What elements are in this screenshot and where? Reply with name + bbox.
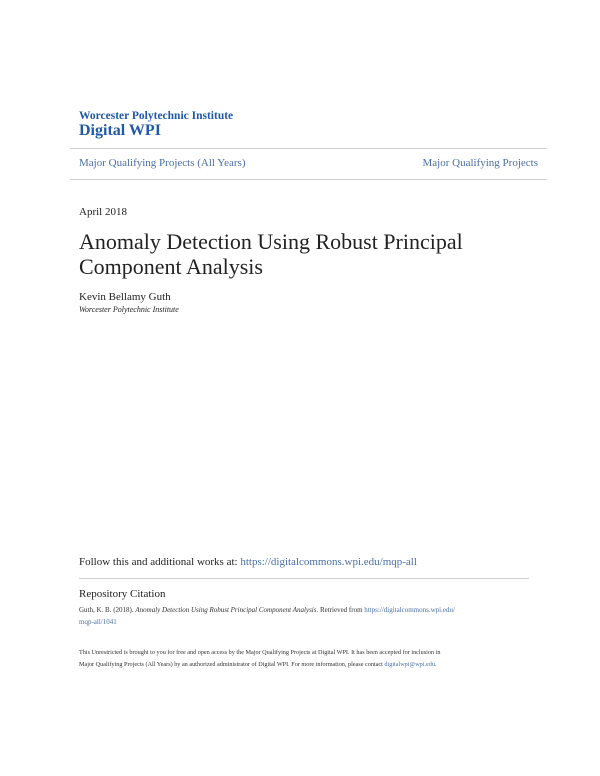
institution-name[interactable]: Worcester Polytechnic Institute: [79, 110, 234, 122]
collection-link-all-years[interactable]: Major Qualifying Projects (All Years): [79, 157, 246, 169]
paper-title: [79, 229, 539, 279]
citation-line-2: [79, 616, 539, 628]
paper-title-line-1: Anomaly Detection Using Robust Principal: [79, 229, 463, 254]
header-divider-top: [70, 148, 547, 149]
citation-url-part-2[interactable]: mqp-all/1041: [79, 618, 117, 626]
header-divider-bottom: [70, 179, 547, 180]
contact-email-link[interactable]: digitalwpi@wpi.edu: [384, 661, 435, 668]
paper-title-line-2: Component Analysis: [79, 254, 263, 279]
notice-line-2-end: .: [434, 661, 437, 668]
citation-work-title: Anomaly Detection Using Robust Principal Component Analysis: [135, 606, 317, 614]
citation-text: [79, 604, 539, 628]
citation-prefix: Guth, K. B. (2018).: [79, 606, 134, 614]
repository-name[interactable]: Digital WPI: [79, 122, 161, 139]
follow-link[interactable]: https://digitalcommons.wpi.edu/mqp-all: [240, 556, 417, 568]
notice-line-2-text: Major Qualifying Projects (All Years) by an authorized administrator of Digital WPI. For more information, please contact: [79, 661, 383, 668]
citation-retrieved: . Retrieved from: [316, 606, 363, 614]
citation-divider: [79, 578, 529, 579]
access-notice: [79, 647, 549, 671]
follow-works: [79, 556, 417, 568]
notice-line-2: [79, 659, 549, 671]
follow-label: Follow this and additional works at:: [79, 556, 238, 568]
citation-line-1: [79, 604, 539, 616]
author-affiliation: Worcester Polytechnic Institute: [79, 305, 179, 314]
citation-url-part-1[interactable]: https://digitalcommons.wpi.edu/: [364, 606, 455, 614]
notice-line-1: This Unrestricted is brought to you for free and open access by the Major Qualifying Projects at Digital WPI. It has been accepted for inclusion in: [79, 649, 441, 656]
author-name: Kevin Bellamy Guth: [79, 291, 171, 303]
citation-heading: Repository Citation: [79, 588, 166, 600]
collection-link-mqp[interactable]: Major Qualifying Projects: [422, 157, 538, 169]
publication-date: April 2018: [79, 206, 127, 218]
